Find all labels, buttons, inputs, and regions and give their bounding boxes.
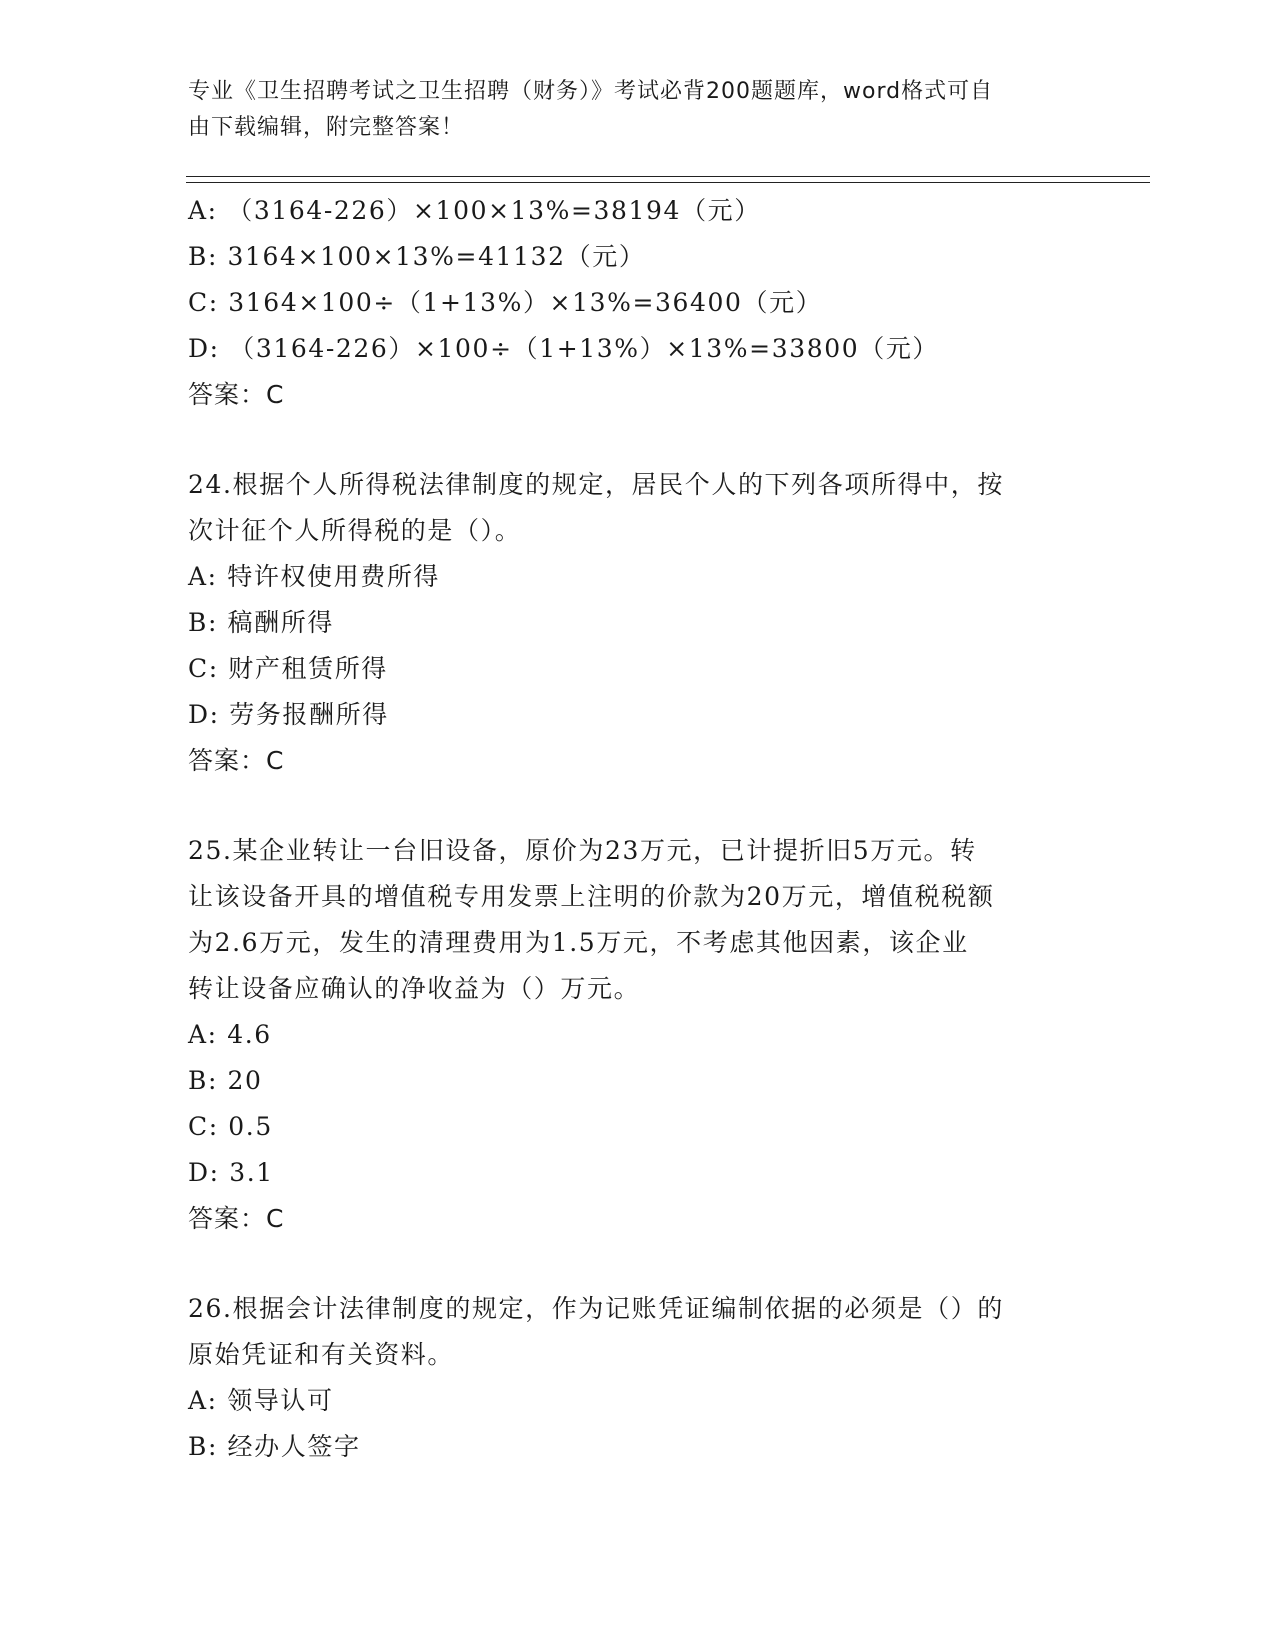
- option-d: D: 劳务报酬所得: [188, 700, 389, 729]
- question-stem-line: 次计征个人所得税的是（）。: [188, 516, 522, 545]
- answer-line: 答案：C: [188, 380, 285, 409]
- option-b: B: 稿酬所得: [188, 608, 334, 637]
- header-divider-top: [186, 176, 1150, 177]
- option-c: C: 3164×100÷（1+13%）×13%=36400（元）: [188, 288, 823, 317]
- question-stem-line: 24.根据个人所得税法律制度的规定，居民个人的下列各项所得中，按: [188, 470, 1004, 499]
- option-a: A: 特许权使用费所得: [188, 562, 441, 591]
- question-stem-line: 让该设备开具的增值税专用发票上注明的价款为20万元，增值税税额: [188, 882, 995, 911]
- answer-line: 答案：C: [188, 746, 285, 775]
- answer-line: 答案：C: [188, 1204, 285, 1233]
- option-b: B: 20: [188, 1066, 263, 1095]
- option-c: C: 财产租赁所得: [188, 654, 388, 683]
- header-line-2: 由下载编辑，附完整答案！: [188, 115, 465, 140]
- question-stem-line: 转让设备应确认的净收益为（）万元。: [188, 974, 641, 1003]
- question-25: [188, 828, 1088, 1242]
- header-line-1: 专业《卫生招聘考试之卫生招聘（财务）》考试必背200题题库，word格式可自: [188, 79, 994, 104]
- question-23-tail: [188, 188, 1088, 418]
- option-a: A: （3164-226）×100×13%=38194（元）: [188, 196, 761, 225]
- option-a: A: 领导认可: [188, 1386, 334, 1415]
- option-a: A: 4.6: [188, 1020, 272, 1049]
- question-24: [188, 462, 1088, 784]
- document-body: [188, 188, 1088, 1470]
- option-b: B: 3164×100×13%=41132（元）: [188, 242, 646, 271]
- question-26: [188, 1286, 1088, 1470]
- option-d: D: （3164-226）×100÷（1+13%）×13%=33800（元）: [188, 334, 940, 363]
- option-b: B: 经办人签字: [188, 1432, 361, 1461]
- question-stem-line: 25.某企业转让一台旧设备，原价为23万元，已计提折旧5万元。转: [188, 836, 977, 865]
- document-header: [188, 74, 1088, 146]
- question-stem-line: 原始凭证和有关资料。: [188, 1340, 455, 1369]
- question-stem-line: 26.根据会计法律制度的规定，作为记账凭证编制依据的必须是（）的: [188, 1294, 1004, 1323]
- header-divider-bottom: [186, 182, 1150, 183]
- option-d: D: 3.1: [188, 1158, 274, 1187]
- option-c: C: 0.5: [188, 1112, 273, 1141]
- question-stem-line: 为2.6万元，发生的清理费用为1.5万元，不考虑其他因素，该企业: [188, 928, 969, 957]
